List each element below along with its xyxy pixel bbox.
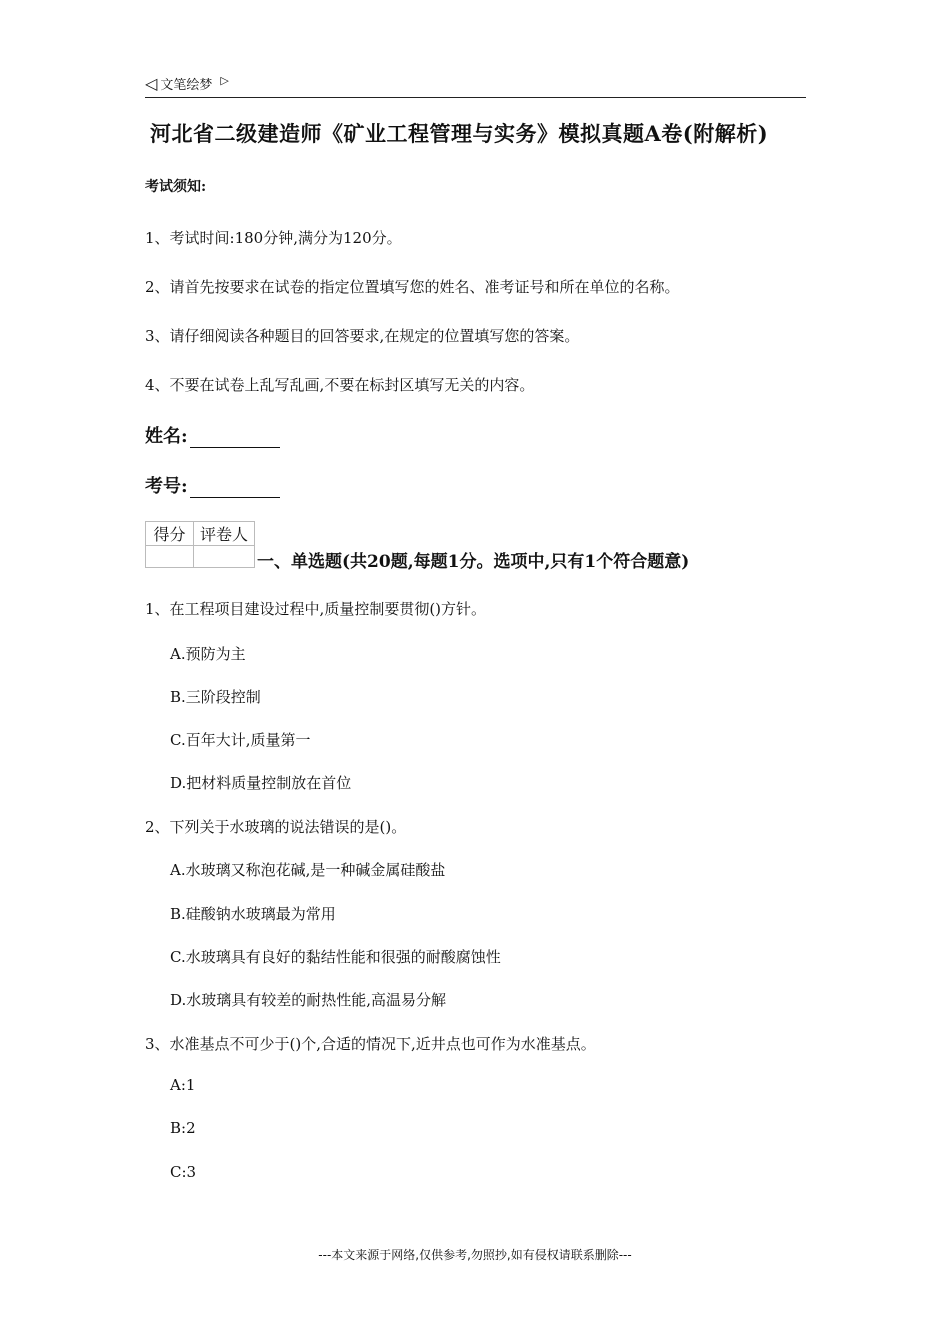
footer-disclaimer: ---本文来源于网络,仅供参考,勿照抄,如有侵权请联系删除--- [318,1248,632,1262]
score-header: 得分 [146,522,194,546]
section-title: 一、单选题(共20题,每题1分。选项中,只有1个符合题意) [257,552,690,572]
grader-cell[interactable] [194,546,255,568]
notice-heading: 考试须知: [145,179,207,195]
header-rule [145,97,806,98]
name-field [145,422,280,448]
option: A:1 [170,1076,196,1094]
notice-item: 2、请首先按要求在试卷的指定位置填写您的姓名、准考证号和所在单位的名称。 [145,278,680,296]
document-title: 河北省二级建造师《矿业工程管理与实务》模拟真题A卷(附解析) [150,121,769,146]
option: D.水玻璃具有较差的耐热性能,高温易分解 [170,991,447,1009]
option: C:3 [170,1163,197,1181]
exam-id-blank[interactable] [190,483,280,498]
option: B:2 [170,1119,196,1137]
question-stem: 1、在工程项目建设过程中,质量控制要贯彻()方针。 [145,600,487,618]
brand-label: 文笔绘梦 [160,78,213,93]
notice-item: 1、考试时间:180分钟,满分为120分。 [145,229,402,247]
triangle-right-icon: ▷ [220,74,229,87]
name-label: 姓名: [145,426,188,447]
question-stem: 3、水准基点不可少于()个,合适的情况下,近井点也可作为水准基点。 [145,1035,596,1053]
option: B.三阶段控制 [170,688,261,706]
notice-item: 3、请仔细阅读各种题目的回答要求,在规定的位置填写您的答案。 [145,327,580,345]
score-table [145,521,255,568]
option: C.水玻璃具有良好的黏结性能和很强的耐酸腐蚀性 [170,948,501,966]
option: A.预防为主 [170,645,246,663]
name-blank[interactable] [190,433,280,448]
score-cell[interactable] [146,546,194,568]
exam-id-field [145,472,280,498]
option: B.硅酸钠水玻璃最为常用 [170,905,336,923]
page-header [145,74,229,93]
grader-header: 评卷人 [194,522,255,546]
option: D.把材料质量控制放在首位 [170,774,352,792]
option: C.百年大计,质量第一 [170,731,311,749]
exam-id-label: 考号: [145,476,188,497]
notice-item: 4、不要在试卷上乱写乱画,不要在标封区填写无关的内容。 [145,376,535,394]
question-stem: 2、下列关于水玻璃的说法错误的是()。 [145,818,407,836]
triangle-left-icon: ◁ [145,74,158,93]
option: A.水玻璃又称泡花碱,是一种碱金属硅酸盐 [170,861,446,879]
